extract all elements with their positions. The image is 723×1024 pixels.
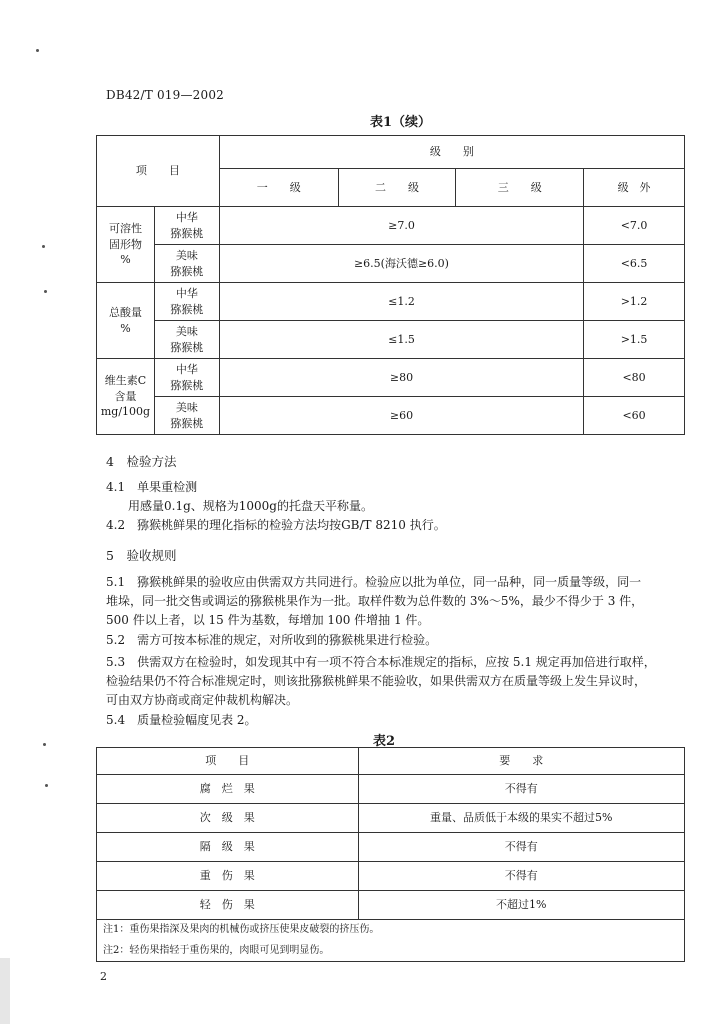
group-label-vitamin-c	[97, 359, 155, 435]
paragraph-line: 检验结果仍不符合标准规定时，则该批猕猴桃鲜果不能验收，如果供需双方在质量等级上发生异议时，	[106, 674, 647, 688]
variety-line: 猕猴桃	[170, 264, 204, 278]
variety-line: 猕猴桃	[170, 378, 204, 392]
outside-cell: <7.0	[584, 207, 685, 245]
table2-item: 轻 伤 果	[97, 891, 359, 920]
variety-cell	[154, 283, 219, 321]
table1-caption: 表1（续）	[370, 115, 432, 130]
group-label-line: 总酸量	[108, 305, 142, 319]
scan-speck	[45, 784, 48, 787]
scan-speck	[36, 49, 39, 52]
standard-code: DB42/T 019—2002	[106, 88, 225, 102]
paragraph-line: 可由双方协商或商定仲裁机构解决。	[106, 693, 299, 707]
section-4-heading: 4 检验方法	[106, 454, 177, 469]
outside-cell: <6.5	[584, 245, 685, 283]
table2-requirement: 不超过1%	[358, 891, 684, 920]
section-5-1	[106, 573, 686, 630]
group-label-line: 可溶性	[108, 221, 142, 235]
spec-cell: ≥7.0	[219, 207, 583, 245]
section-5-4: 5.4 质量检验幅度见表 2。	[106, 713, 257, 727]
table2-item: 次 级 果	[97, 804, 359, 833]
grade-col-3: 三 级	[456, 169, 584, 207]
table2	[96, 747, 685, 962]
section-5-2: 5.2 需方可按本标准的规定，对所收到的猕猴桃果进行检验。	[106, 633, 438, 647]
variety-line: 中华	[175, 210, 198, 224]
variety-cell	[154, 207, 219, 245]
scan-speck	[44, 290, 47, 293]
variety-cell	[154, 321, 219, 359]
scan-speck	[43, 743, 46, 746]
group-label-line: 含量	[114, 389, 137, 403]
scan-speck	[42, 245, 45, 248]
grade-col-2: 二 级	[338, 169, 456, 207]
grade-col-1: 一 级	[219, 169, 338, 207]
group-label-line: %	[120, 321, 131, 335]
spec-cell: ≤1.2	[219, 283, 583, 321]
table2-note-2: 注2：轻伤果指轻于重伤果的，肉眼可见到明显伤。	[97, 941, 685, 962]
outside-cell: <60	[584, 397, 685, 435]
paragraph-line: 5.1 猕猴桃鲜果的验收应由供需双方共同进行。检验应以批为单位，同一品种，同一质量等级，同一	[106, 575, 642, 589]
variety-cell	[154, 397, 219, 435]
table2-requirement: 不得有	[358, 862, 684, 891]
variety-cell	[154, 245, 219, 283]
table2-item: 重 伤 果	[97, 862, 359, 891]
table2-requirement: 不得有	[358, 775, 684, 804]
outside-cell: >1.2	[584, 283, 685, 321]
section-4-1-title: 4.1 单果重检测	[106, 480, 198, 494]
table1	[96, 135, 685, 435]
group-label-line: 维生素C	[104, 373, 147, 387]
paragraph-line: 500 件以上者，以 15 件为基数，每增加 100 件增抽 1 件。	[106, 613, 430, 627]
spec-cell: ≥6.5(海沃德≥6.0)	[219, 245, 583, 283]
group-label-soluble-solids	[97, 207, 155, 283]
table2-header-requirement: 要 求	[358, 748, 684, 775]
table2-item: 腐 烂 果	[97, 775, 359, 804]
variety-line: 美味	[175, 324, 198, 338]
variety-line: 中华	[175, 362, 198, 376]
paragraph-line: 堆垛，同一批交售或调运的猕猴桃果作为一批。取样件数为总件数的 3%～5%，最少不得少于 3 件，	[106, 594, 644, 608]
variety-line: 美味	[175, 248, 198, 262]
table2-caption: 表2	[373, 734, 396, 749]
section-4-2: 4.2 猕猴桃鲜果的理化指标的检验方法均按GB/T 8210 执行。	[106, 518, 446, 532]
paragraph-line: 5.3 供需双方在检验时，如发现其中有一项不符合本标准规定的指标，应按 5.1 规定再加倍进行取样，	[106, 655, 656, 669]
variety-cell	[154, 359, 219, 397]
outside-cell: <80	[584, 359, 685, 397]
table2-header-item: 项 目	[97, 748, 359, 775]
group-label-line: %	[120, 253, 131, 267]
outside-cell: >1.5	[584, 321, 685, 359]
table1-header-item: 项 目	[97, 136, 220, 207]
grade-col-outside: 级 外	[584, 169, 685, 207]
spec-cell: ≥80	[219, 359, 583, 397]
table2-requirement: 不得有	[358, 833, 684, 862]
table1-header-grade: 级 别	[219, 136, 684, 169]
spec-cell: ≥60	[219, 397, 583, 435]
variety-line: 中华	[175, 286, 198, 300]
variety-line: 美味	[175, 400, 198, 414]
group-label-total-acid	[97, 283, 155, 359]
variety-line: 猕猴桃	[170, 340, 204, 354]
table2-note-1: 注1：重伤果指深及果肉的机械伤或挤压使果皮破裂的挤压伤。	[97, 920, 685, 941]
section-4-1-body: 用感量0.1g、规格为1000g的托盘天平称量。	[128, 499, 373, 513]
page-number: 2	[100, 970, 107, 983]
variety-line: 猕猴桃	[170, 416, 204, 430]
spec-cell: ≤1.5	[219, 321, 583, 359]
table2-requirement: 重量、品质低于本级的果实不超过5%	[358, 804, 684, 833]
variety-line: 猕猴桃	[170, 302, 204, 316]
group-label-line: 固形物	[108, 237, 142, 251]
group-label-line: mg/100g	[100, 405, 151, 419]
section-5-heading: 5 验收规则	[106, 548, 177, 563]
scan-edge-shadow	[0, 958, 10, 1024]
table2-item: 隔 级 果	[97, 833, 359, 862]
section-5-3	[106, 653, 686, 710]
variety-line: 猕猴桃	[170, 226, 204, 240]
